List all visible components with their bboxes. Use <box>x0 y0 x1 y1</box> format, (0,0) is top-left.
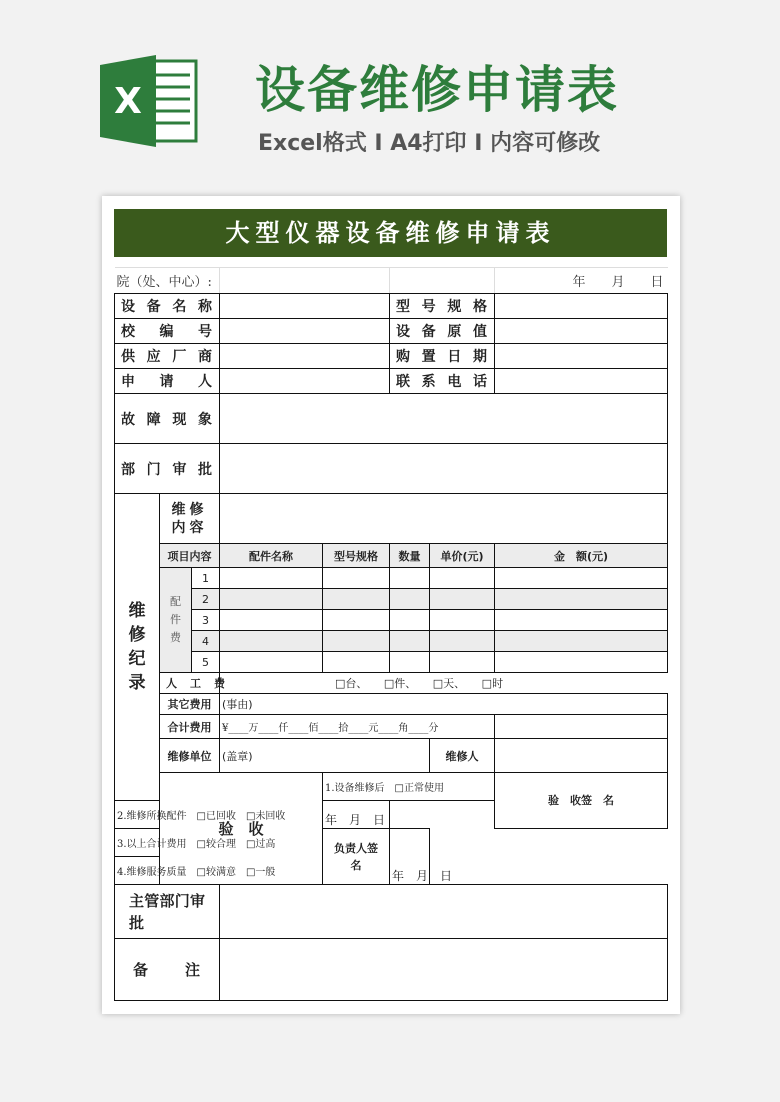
total-fee-label: 合计费用 <box>160 715 220 739</box>
parts-header-row <box>115 544 668 568</box>
row-number: 3 <box>192 610 220 631</box>
form-date: 年 月 日 <box>495 268 668 294</box>
page-title: 设备维修申请表 <box>255 61 619 119</box>
labor-label: 人 工 费 <box>160 673 220 694</box>
device-name-label: 设备名称 <box>115 294 220 319</box>
acceptance-label: 验 收 <box>160 773 323 885</box>
purchase-date-field[interactable] <box>495 344 668 369</box>
model-spec-label: 型号规格 <box>390 294 495 319</box>
supervisor-sign-field[interactable] <box>390 829 430 857</box>
device-name-field[interactable] <box>220 294 390 319</box>
acceptance-item[interactable]: 2.维修所换配件 □已回收 □未回收 <box>115 801 220 829</box>
col-item: 项目内容 <box>160 544 220 568</box>
repair-unit-field[interactable]: (盖章) <box>220 739 430 773</box>
table-row <box>115 652 668 673</box>
col-qty: 数量 <box>390 544 430 568</box>
other-fee-field[interactable]: (事由) <box>220 694 668 715</box>
repairer-field[interactable] <box>495 739 668 773</box>
page-subtitle: Excel格式 I A4打印 I 内容可修改 <box>258 131 601 156</box>
svg-text:X: X <box>114 81 142 122</box>
repair-content-label: 维修内容 <box>160 494 220 544</box>
repair-unit-label: 维修单位 <box>160 739 220 773</box>
acceptance-item[interactable]: 4.维修服务质量 □较满意 □一般 <box>115 857 220 885</box>
excel-icon <box>100 55 198 147</box>
phone-label: 联系电话 <box>390 369 495 394</box>
dept-input[interactable] <box>220 268 390 294</box>
dept-approval-field[interactable] <box>220 444 668 494</box>
original-value-field[interactable] <box>495 319 668 344</box>
remark-field[interactable] <box>220 939 668 1001</box>
fault-field[interactable] <box>220 394 668 444</box>
total-fee-field[interactable]: ¥____万____仟____佰____拾____元____角____分 <box>220 715 495 739</box>
purchase-date-label: 购置日期 <box>390 344 495 369</box>
phone-field[interactable] <box>495 369 668 394</box>
applicant-label: 申请人 <box>115 369 220 394</box>
dept-approval-label: 部门审批 <box>115 444 220 494</box>
row-number: 4 <box>192 631 220 652</box>
acceptance-date: 年 月 日 <box>323 801 390 829</box>
original-value-label: 设备原值 <box>390 319 495 344</box>
row-number: 1 <box>192 568 220 589</box>
acceptance-sign-label: 验 收签 名 <box>495 773 668 829</box>
supervisor-sign-label: 负责人签 名 <box>323 829 390 885</box>
table-row <box>115 631 668 652</box>
col-amount: 金 额(元) <box>495 544 668 568</box>
applicant-field[interactable] <box>220 369 390 394</box>
labor-units[interactable]: □台、 □件、 □天、 □时 <box>220 673 668 694</box>
form-banner: 大型仪器设备维修申请表 <box>114 209 667 257</box>
supervisor-approval-label: 主管部门审 批 <box>115 885 220 939</box>
table-row <box>115 610 668 631</box>
acceptance-item[interactable]: 3.以上合计费用 □较合理 □过高 <box>115 829 220 857</box>
form-table <box>114 267 667 1001</box>
repairer-label: 维修人 <box>430 739 495 773</box>
other-fee-label: 其它费用 <box>160 694 220 715</box>
repair-content-field[interactable] <box>220 494 668 544</box>
supervisor-date: 年 月 日 <box>390 857 430 885</box>
header <box>0 0 780 190</box>
supervisor-approval-field[interactable] <box>220 885 668 939</box>
dept-label: 院（处、中心）: <box>115 268 220 294</box>
model-spec-field[interactable] <box>495 294 668 319</box>
remark-label: 备 注 <box>115 939 220 1001</box>
supplier-field[interactable] <box>220 344 390 369</box>
repair-section-label: 维修纪录 <box>115 494 160 801</box>
school-no-field[interactable] <box>220 319 390 344</box>
school-no-label: 校编号 <box>115 319 220 344</box>
col-unit-price: 单价(元) <box>430 544 495 568</box>
col-model: 型号规格 <box>323 544 390 568</box>
row-number: 2 <box>192 589 220 610</box>
table-row <box>115 568 668 589</box>
col-part-name: 配件名称 <box>220 544 323 568</box>
table-row <box>115 589 668 610</box>
acceptance-item[interactable]: 1.设备维修后 □正常使用 <box>323 773 495 801</box>
row-number: 5 <box>192 652 220 673</box>
fault-label: 故障现象 <box>115 394 220 444</box>
parts-fee-label: 配件费 <box>160 568 192 673</box>
supplier-label: 供应厂商 <box>115 344 220 369</box>
